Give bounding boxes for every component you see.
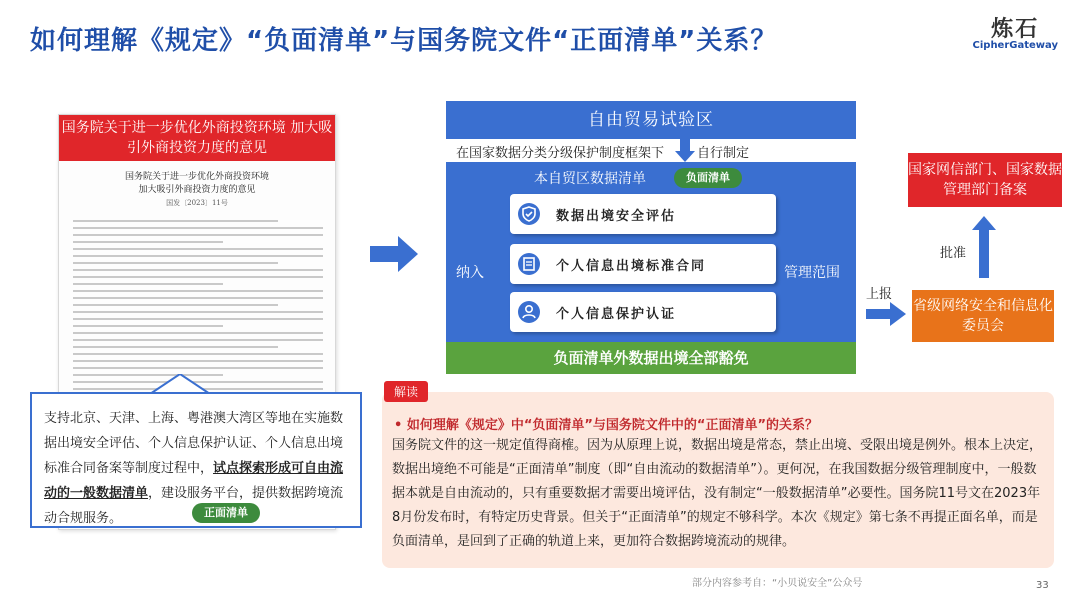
person-icon — [518, 301, 540, 323]
national-filing-box: 国家网信部门、国家数据管理部门备案 — [908, 153, 1062, 207]
approve-label: 批准 — [940, 246, 967, 261]
quote-text-end: ，建设服务平台，提供数据跨境流动合规服务。 — [44, 486, 344, 526]
shield-icon — [518, 203, 540, 225]
self-formulate-note: 自行制定 — [697, 146, 750, 161]
provincial-committee-box: 省级网络安全和信息化委员会 — [912, 290, 1054, 342]
scope-label: 管理范围 — [784, 265, 840, 281]
interpretation-question: • 如何理解《规定》中“负面清单”与国务院文件中的“正面清单”的关系？ — [394, 418, 819, 433]
item-label: 个人信息出境标准合同 — [556, 259, 707, 274]
positive-list-tag: 正面清单 — [192, 503, 260, 523]
source-footnote: 部分内容参考自：“小贝说安全”公众号 — [692, 578, 863, 589]
framework-note: 在国家数据分类分级保护制度框架下 — [456, 146, 665, 161]
free-trade-zone-header: 自由贸易试验区 — [446, 101, 856, 139]
item-label: 个人信息保护认证 — [556, 307, 677, 322]
logo-cn: 炼石 — [991, 17, 1040, 42]
data-list-title: 本自贸区数据清单 — [534, 171, 646, 187]
item-security-assessment — [510, 194, 776, 234]
right-arrow-icon — [866, 302, 906, 326]
document-banner: 国务院关于进一步优化外商投资环境 加大吸引外商投资力度的意见 — [59, 115, 335, 161]
item-certification — [510, 292, 776, 332]
document-number: 国发〔2023〕11号 — [166, 199, 228, 207]
quote-box — [30, 392, 362, 528]
item-label: 数据出境安全评估 — [556, 209, 677, 224]
report-label: 上报 — [866, 287, 893, 302]
quote-text: 支持北京、天津、上海、粤港澳大湾区等地在实施数据出境安全评估、个人信息保护认证、个人信息出境标准合同备案等制度过程中， — [44, 411, 344, 476]
include-label: 纳入 — [456, 265, 484, 281]
item-standard-contract — [510, 244, 776, 284]
right-arrow-icon — [370, 236, 420, 272]
down-arrow-icon — [675, 139, 695, 163]
up-arrow-icon — [972, 216, 996, 278]
negative-list-tag: 负面清单 — [674, 168, 742, 188]
document-head-line1: 国务院关于进一步优化外商投资环境 — [124, 172, 269, 182]
interpretation-tag: 解读 — [384, 381, 428, 402]
quote-emphasis: 试点探索形成可自由流动的一般数据清单 — [44, 461, 344, 501]
logo-en: CipherGateway — [972, 40, 1058, 51]
page-title: 如何理解《规定》“负面清单”与国务院文件“正面清单”关系？ — [30, 26, 778, 56]
document-heading — [59, 171, 335, 210]
interpretation-answer: 国务院文件的这一规定值得商榷。因为从原理上说，数据出境是常态，禁止出境、受限出境是例外。根本上决定，数据出境绝不可能是“正面清单”制度（即“自由流动的数据清单”）。更何况，在我国数据分级管理制度中，一般数据本就是自由流动的，只有重要数据才需要出境评估，没有制定“一般数据清单”必要性。国务院11号文在2023年8月份发布时，有特定历史背景。但关于“正面清单”的规定不够科学。本次《规定》第七条不再提正面名单，而是负面清单，是回到了正确的轨道上来，更加符合数据跨境流动的规律。 — [392, 438, 1043, 549]
page-number: 33 — [1036, 580, 1049, 591]
document-icon — [518, 253, 540, 275]
brand-logo — [973, 12, 1058, 51]
document-head-line2: 加大吸引外商投资力度的意见 — [138, 185, 256, 195]
exemption-bar: 负面清单外数据出境全部豁免 — [446, 342, 856, 374]
